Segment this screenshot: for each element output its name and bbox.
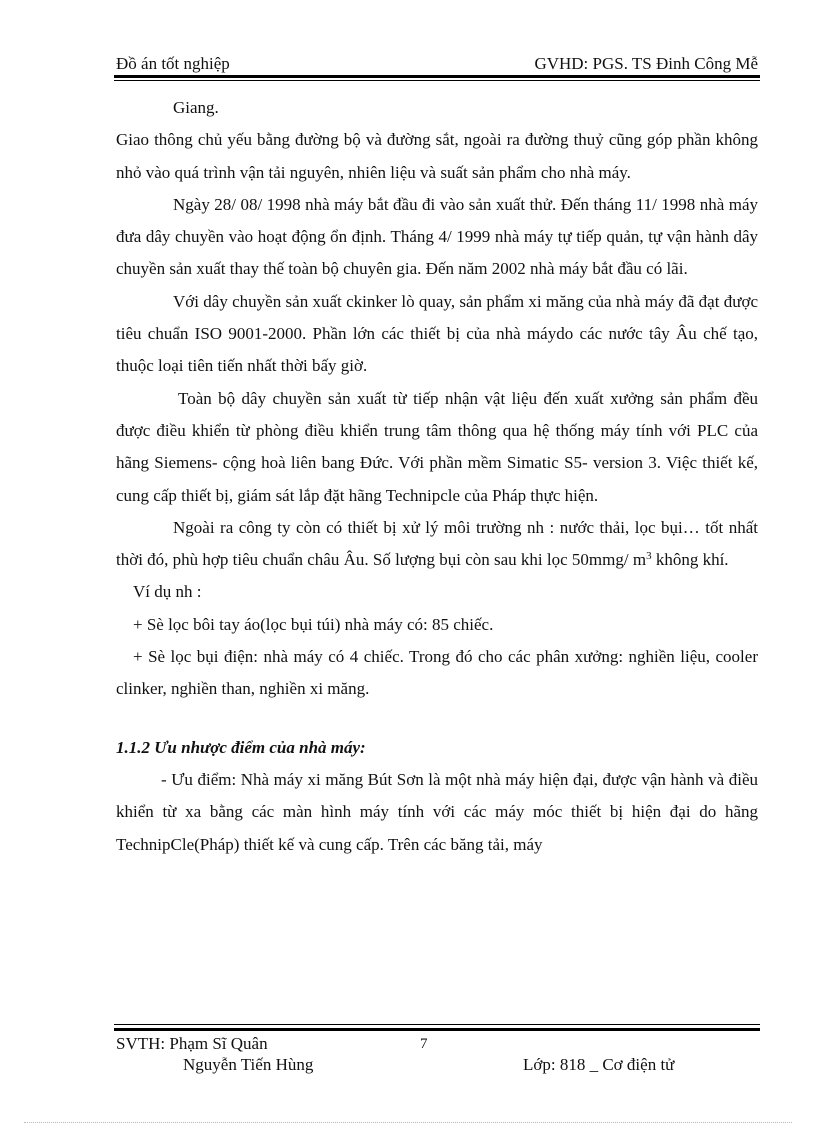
spacer [116, 706, 758, 732]
footer-student-1: SVTH: Phạm Sĩ Quân [116, 1034, 268, 1053]
paragraph: Ví dụ nh : [133, 582, 202, 602]
header-left-title: Đồ án tốt nghiệp [116, 54, 230, 73]
page-number: 7 [420, 1036, 428, 1052]
footer-rule-thin [114, 1024, 760, 1025]
header-rule-thick [114, 75, 760, 78]
paragraph: Với dây chuyền sản xuất ckinker lò quay, sản phẩm xi măng của nhà máy đã đạt được tiêu chuẩn ISO 9001-2000. Phần lớn các thiết bị của nhà máydo các nước tây Âu chế tạo, thuộc loại tiên tiến nhất thời bấy giờ. [116, 291, 758, 376]
section-heading: 1.1.2 Ưu nhược điểm của nhà máy: [116, 737, 366, 757]
paragraph: Giang. [173, 98, 219, 117]
list-item: + Sè lọc bụi điện: nhà máy có 4 chiếc. Trong đó cho các phân xưởng: nghiền liệu, cooler clinker, nghiền than, nghiền xi măng. [116, 647, 758, 699]
paragraph: Ngày 28/ 08/ 1998 nhà máy bắt đầu đi vào sản xuất thử. Đến tháng 11/ 1998 nhà máy đưa dây chuyền vào hoạt động ổn định. Tháng 4/ 1999 nhà máy tự tiếp quản, tự vận hành dây chuyền sản xuất thay thế toàn bộ chuyên gia. Đến năm 2002 nhà máy bắt đầu có lãi. [116, 194, 758, 279]
header-rule-thin [114, 80, 760, 81]
superscript: 3 [646, 550, 652, 563]
paragraph: Toàn bộ dây chuyền sản xuất từ tiếp nhận vật liệu đến xuất xưởng sản phẩm đều được điều khiển từ phòng điều khiển trung tâm thông qua hệ thống máy tính với PLC của hãng Siemens- cộng hoà liên bang Đức. Với phần mềm Simatic S5- version 3. Việc thiết kế, cung cấp thiết bị, giám sát lắp đặt hãng Technipcle của Pháp thực hiện. [116, 388, 758, 505]
paragraph-tail: không khí. [651, 550, 729, 570]
paragraph: Giao thông chủ yếu bằng đường bộ và đường sắt, ngoài ra đường thuỷ cũng góp phần không nhỏ vào quá trình vận tải nguyên, nhiên liệu và suất sản phẩm cho nhà máy. [116, 130, 758, 182]
page-header [116, 48, 758, 74]
list-item: + Sè lọc bôi tay áo(lọc bụi túi) nhà máy có: 85 chiếc. [133, 614, 494, 634]
header-right-supervisor: GVHD: PGS. TS Đinh Công Mễ [534, 54, 758, 73]
paragraph-text: Ngoài ra công ty còn có thiết bị xử lý môi trường nh : nước thải, lọc bụi… tốt nhất thời đó, phù hợp tiêu chuẩn châu Âu. Số lượng bụi còn sau khi lọc 50mmg/ m [116, 517, 758, 570]
paragraph [116, 512, 758, 577]
footer-class: Lớp: 818 _ Cơ điện tử [523, 1055, 675, 1074]
body-text [116, 92, 758, 861]
footer-student-2: Nguyễn Tiến Hùng [183, 1055, 314, 1074]
paragraph: - Ưu điểm: Nhà máy xi măng Bút Sơn là một nhà máy hiện đại, được vận hành và điều khiển từ xa bằng các màn hình máy tính với các máy móc thiết bị hiện đại do hãng TechnipCle(Pháp) thiết kế và cung cấp. Trên các băng tải, máy [116, 769, 758, 854]
footer-rule-thick [114, 1028, 760, 1031]
